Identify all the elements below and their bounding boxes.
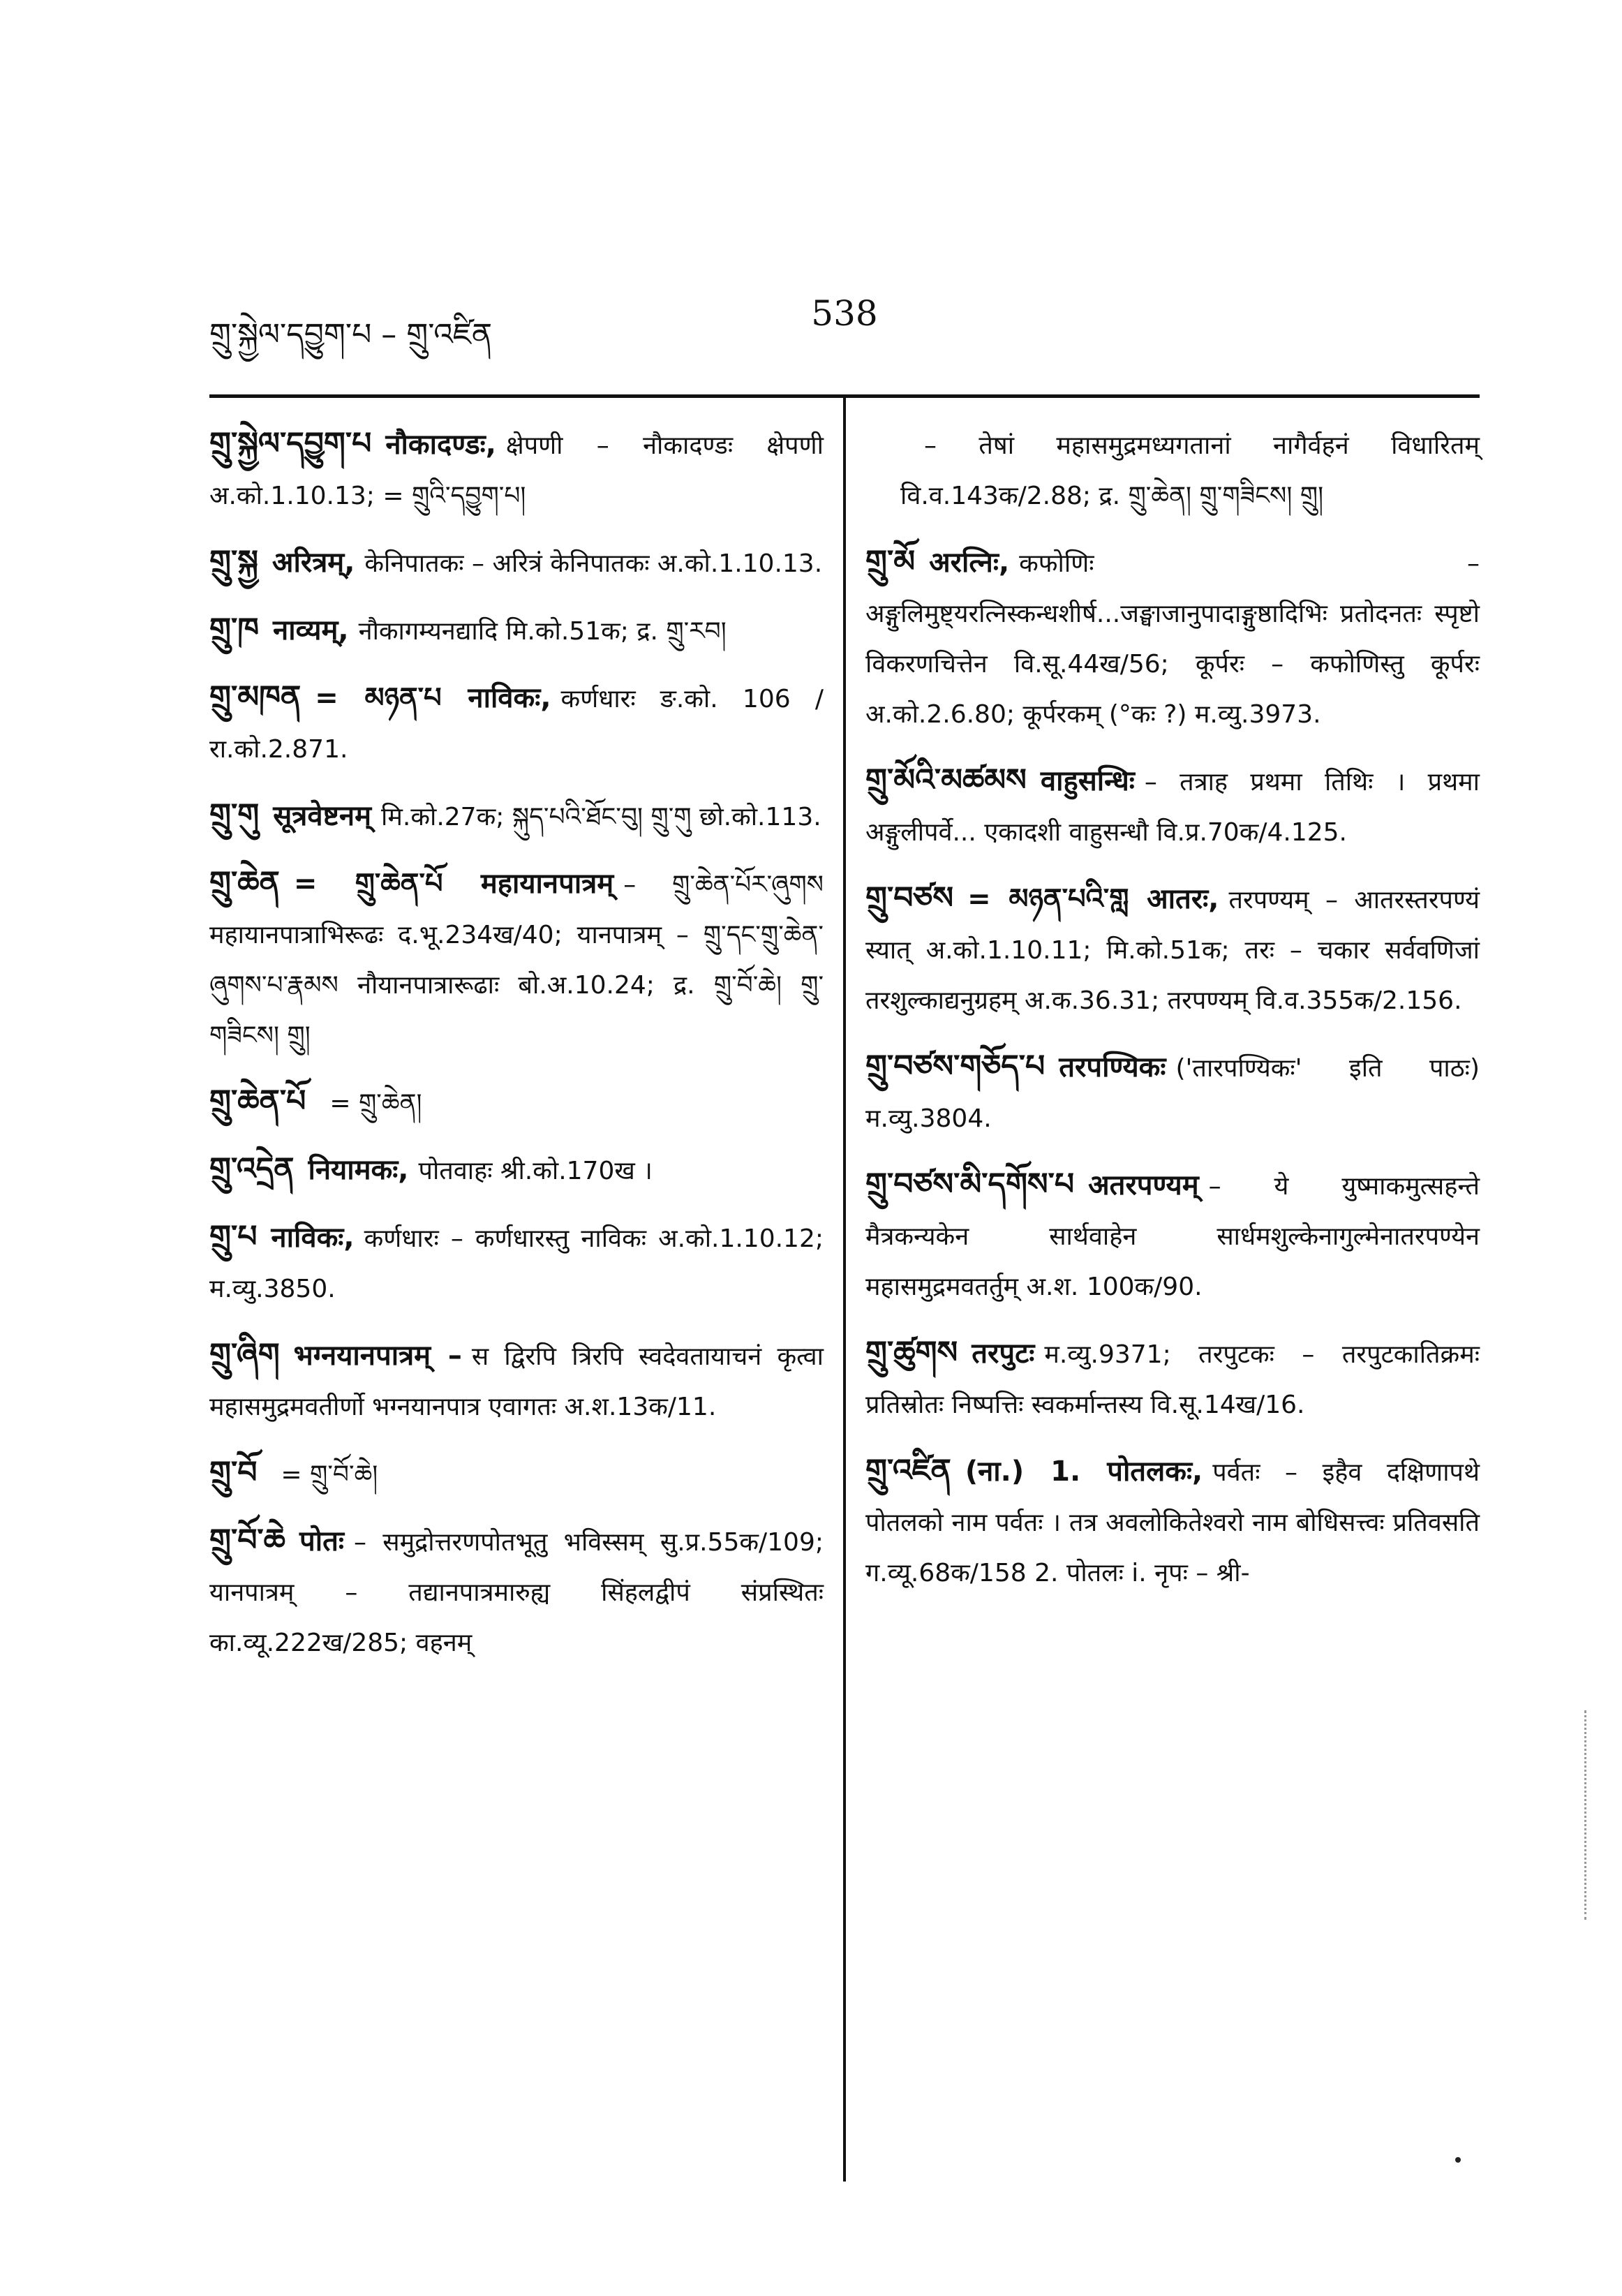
dictionary-entry [865, 1328, 1480, 1430]
left-column [209, 419, 824, 1684]
dictionary-entry [209, 1516, 824, 1668]
dictionary-entry [865, 1160, 1480, 1312]
entry-headword: གྲུ་ཁ [209, 612, 260, 647]
entry-text: क्षेपणी – नौकादण्डः क्षेपणी अ.को.1.10.13; = གྲུའི་དབྱུག་པ། [209, 431, 824, 510]
dictionary-entry [209, 1076, 824, 1129]
dictionary-entry [209, 537, 824, 589]
entry-continuation [865, 419, 1480, 521]
entry-headword: གྲུ་བོ [209, 1455, 258, 1490]
entry-equivalent: अतरपण्यम् [1088, 1169, 1199, 1201]
dictionary-entry [209, 1212, 824, 1314]
entry-equivalent: नाव्यम्, [273, 614, 349, 646]
dictionary-entry [865, 1042, 1480, 1144]
entry-text: = གྲུ་བོ་ཆེ། [281, 1460, 378, 1489]
dictionary-entry [209, 1144, 824, 1197]
entry-equivalent: नाविकः, [271, 1222, 355, 1254]
entry-equivalent: नियामकः, [308, 1154, 409, 1186]
dictionary-entry [865, 1446, 1480, 1599]
entry-headword: གྲུ་ཚུགས [865, 1335, 958, 1370]
entry-headword: གྲུ་གུ [209, 797, 260, 833]
entry-equivalent: तरपुटः [972, 1338, 1035, 1370]
dictionary-entry [209, 858, 824, 1061]
running-head [209, 293, 1480, 353]
dictionary-entry [209, 790, 824, 843]
dictionary-entry [865, 755, 1480, 858]
entry-equivalent: भग्नयानपात्रम् – [293, 1340, 462, 1372]
entry-text: नौकागम्यनद्यादि मि.को.51क; द्र. གྲུ་རབ། [358, 617, 727, 646]
entry-equivalent: सूत्रवेष्टनम् [273, 800, 372, 832]
entry-text: कर्णधारः ङ.को. 106 / रा.को.2.871. [209, 685, 824, 764]
entry-equivalent: = མཉན་པ नाविकः, [315, 682, 551, 714]
entry-headword: གྲུ་འདྲེན [209, 1151, 295, 1187]
entry-headword: གྲུ་འཛིན [865, 1453, 951, 1488]
dictionary-entry [209, 1448, 824, 1500]
scan-speck [1455, 2157, 1461, 2163]
dictionary-entry [865, 873, 1480, 1026]
entry-headword: གྲུ་ཞིག [209, 1337, 280, 1372]
entry-headword: གྲུ་མཁན [209, 679, 302, 715]
entry-equivalent: अरित्रम्, [271, 547, 355, 579]
right-column [865, 419, 1480, 1614]
entry-text: मि.को.27क; སྐུད་པའི་ཐོང་བུ། གྲུ་གུ छो.को.113. [381, 803, 821, 831]
entry-text: ('तारपण्यिकः' इति पाठः) म.व्यु.3804. [865, 1054, 1480, 1133]
entry-headword: གྲུ་ཆེན་པོ [209, 1083, 306, 1119]
entry-equivalent: वाहुसन्धिः [1040, 765, 1135, 797]
entry-headword: གྲུ་སྐྱ [209, 544, 258, 579]
entry-text: कर्णधारः – कर्णधारस्तु नाविकः अ.को.1.10.12; म.व्यु.3850. [209, 1224, 824, 1303]
dictionary-entry [865, 537, 1480, 740]
running-head-entry-range: གྲུ་སྐྱེལ་དབྱུག་པ – གྲུ་འཛིན [209, 317, 493, 353]
column-divider [843, 394, 846, 2182]
entry-equivalent: तरपण्यिकः [1059, 1051, 1166, 1083]
entry-headword: གྲུ་བཙས་གཅོད་པ [865, 1049, 1046, 1084]
entry-equivalent: = གྲུ་ཆེན་པོ महायानपात्रम् [293, 868, 614, 900]
entry-text: पोतवाहः श्री.को.170ख । [418, 1157, 653, 1185]
entry-text: म.व्यु.9371; तरपुटकः – तरपुटकातिक्रमः प्रतिस्रोतः निष्पत्तिः स्वकर्मान्तस्य वि.सू.14ख/16. [865, 1340, 1480, 1419]
entry-headword: གྲུ་མོའི་མཚམས [865, 762, 1027, 798]
entry-text: पर्वतः – इहैव दक्षिणापथे पोतलको नाम पर्वतः । तत्र अवलोकितेश्वरो नाम बोधिसत्त्वः प्रतिवसति ग.व्यू.68क/158 2. पोतलः i. नृपः – श्री- [865, 1458, 1480, 1587]
entry-equivalent: = མཉན་པའི་གླ आतरः, [967, 883, 1219, 915]
entry-equivalent: (ना.) 1. पोतलकः, [965, 1456, 1203, 1488]
entry-headword: གྲུ་མོ [865, 544, 916, 579]
dictionary-entry [209, 672, 824, 775]
entry-text: – तेषां महासमुद्रमध्यगतानां नागैर्वहनं विधारितम् वि.व.143क/2.88; द्र. གྲུ་ཆེན། གྲུ་གཟིངས། གྲུ། [900, 431, 1480, 510]
entry-text: – གྲུ་ཆེན་པོར་ཞུགས महायानपात्राभिरूढः द.भू.234ख/40; यानपात्रम् – གྲུ་དང་གྲུ་ཆེན་ཞུགས་པ་རྣམས नौयानपात्रारूढाः बो.अ.10.24; द्र. གྲུ་བོ་ཆེ། གྲུ་གཟིངས། གྲུ། [209, 871, 824, 1050]
dictionary-entry [209, 1330, 824, 1432]
entry-headword: གྲུ་བཙས [865, 880, 954, 916]
entry-headword: གྲུ་པ [209, 1219, 258, 1254]
page-number: 538 [811, 293, 878, 334]
entry-headword: གྲུ་བོ་ཆེ [209, 1523, 285, 1558]
entry-equivalent: पोतः [299, 1525, 344, 1557]
entry-headword: གྲུ་བཙས་མི་དགོས་པ [865, 1166, 1075, 1202]
entry-text: केनिपातकः – अरित्रं केनिपातकः अ.को.1.10.13. [364, 549, 823, 578]
entry-text: स द्विरपि त्रिरपि स्वदेवतायाचनं कृत्वा महासमुद्रमवतीर्णो भग्नयानपात्र एवागतः अ.श.13क/11. [209, 1342, 824, 1421]
entry-text: – ये युष्माकमुत्सहन्ते मैत्रकन्यकेन सार्थवाहेन सार्धमशुल्केनागुल्मेनातरपण्येन महासमुद्रमवतर्तुम् अ.श. 100क/90. [865, 1172, 1480, 1301]
entry-text: तरपण्यम् – आतरस्तरपण्यं स्यात् अ.को.1.10.11; मि.को.51क; तरः – चकार सर्ववणिजां तरशुल्काद्यनुग्रहम् अ.क.36.31; तरपण्यम् वि.व.355क/2.156. [865, 886, 1480, 1015]
entry-headword: གྲུ་ཆེན [209, 865, 280, 901]
entry-text: – तत्राह प्रथमा तिथिः । प्रथमा अङ्गुलीपर्वे... एकादशी वाहुसन्धौ वि.प्र.70क/4.125. [865, 768, 1480, 847]
entry-equivalent: नौकादण्डः, [385, 429, 496, 461]
margin-dots [1584, 1710, 1588, 1920]
entry-headword: གྲུ་སྐྱེལ་དབྱུག་པ [209, 426, 372, 461]
entry-equivalent: अरत्निः, [929, 547, 1010, 579]
dictionary-entry [209, 605, 824, 657]
dictionary-entry [209, 419, 824, 521]
entry-text: – समुद्रोत्तरणपोतभूतु भविस्सम् सु.प्र.55क/109; यानपात्रम् – तद्यानपात्रमारुह्य सिंहलद्वीपं संप्रस्थितः का.व्यू.222ख/285; वहनम् [209, 1528, 824, 1657]
entry-text: कफोणिः – अङ्गुलिमुष्ट्यरत्निस्कन्धशीर्ष...जङ्घाजानुपादाङ्गुष्ठादिभिः प्रतोदनतः स्पृष्टो विकरणचित्तेन वि.सू.44ख/56; कूर्परः – कफोणिस्तु कूर्परः अ.को.2.6.80; कूर्परकम् (°कः ?) म.व्यु.3973. [865, 549, 1480, 729]
entry-text: = གྲུ་ཆེན། [329, 1089, 422, 1118]
